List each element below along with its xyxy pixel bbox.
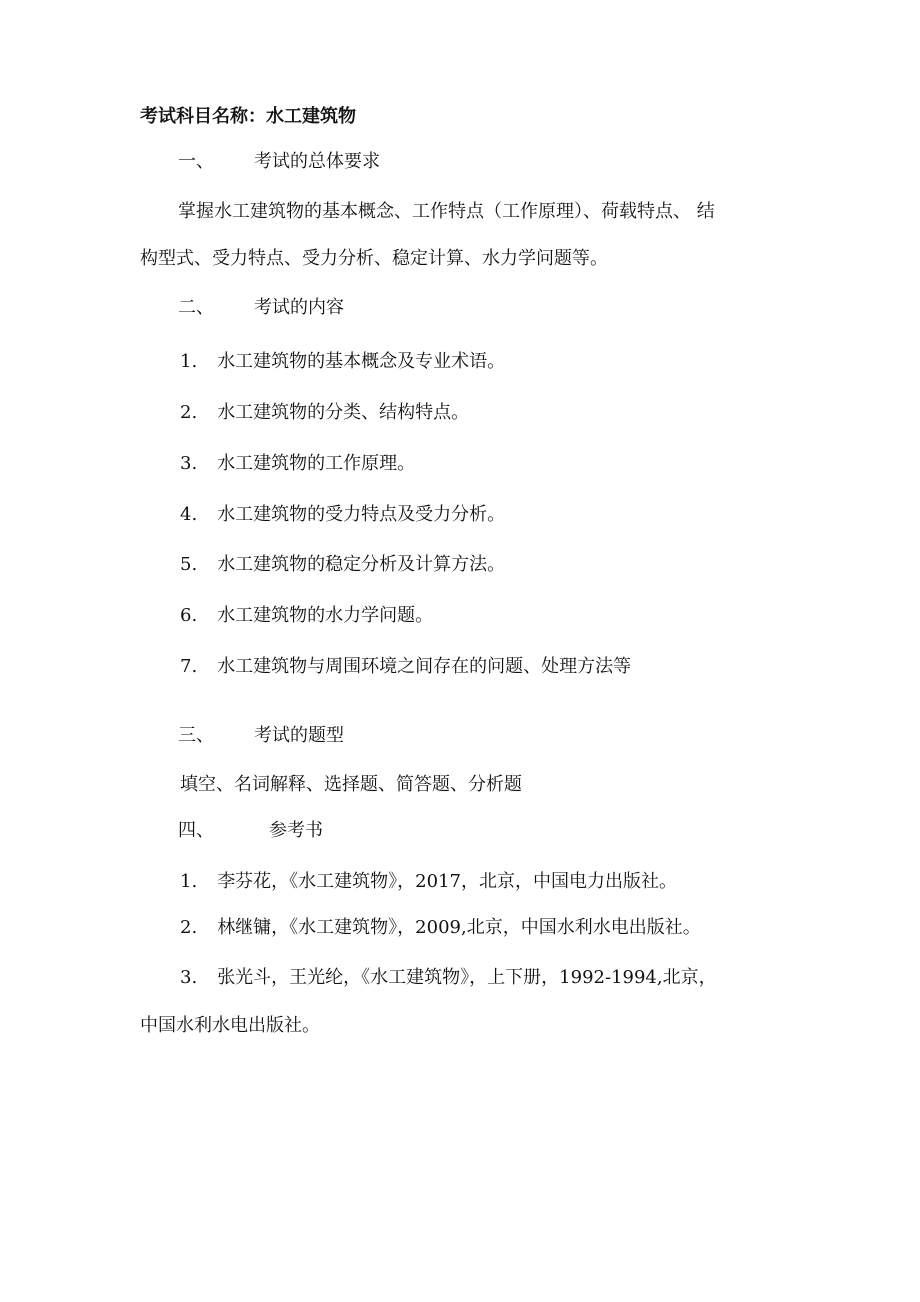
paragraph-line: 掌握水工建筑物的基本概念、工作特点（工作原理）、荷载特点、 结 xyxy=(178,201,715,222)
list-item xyxy=(180,655,631,679)
document-title: 考试科目名称：水工建筑物 xyxy=(140,106,356,127)
list-item xyxy=(180,401,469,425)
list-item xyxy=(180,503,505,527)
list-item-text: 水工建筑物的受力特点及受力分析。 xyxy=(217,504,506,525)
list-item-text: 水工建筑物的工作原理。 xyxy=(217,453,416,474)
section-heading-text: 考试的总体要求 xyxy=(254,151,380,172)
paragraph-line: 构型式、受力特点、受力分析、稳定计算、水力学问题等。 xyxy=(140,248,608,269)
section-number: 三、 xyxy=(178,725,214,746)
section-heading-text: 考试的题型 xyxy=(254,725,344,746)
section-heading-4 xyxy=(178,819,323,843)
list-item-text: 水工建筑物与周围环境之间存在的问题、处理方法等 xyxy=(217,656,632,677)
list-item-number: 4. xyxy=(180,504,198,525)
list-item xyxy=(180,604,433,628)
reference-item xyxy=(180,870,677,894)
list-item-number: 3. xyxy=(180,967,198,988)
list-item-text: 李芬花，《水工建筑物》，2017，北京，中国电力出版社。 xyxy=(217,871,677,892)
list-item-text: 水工建筑物的分类、结构特点。 xyxy=(217,402,470,423)
list-item-text: 张光斗，王光纶，《水工建筑物》，上下册，1992-1994,北京， xyxy=(217,967,717,988)
reference-item xyxy=(180,966,717,990)
list-item-number: 6. xyxy=(180,605,198,626)
section-heading-2 xyxy=(178,296,344,320)
list-item-number: 2. xyxy=(180,917,198,938)
list-item-number: 5. xyxy=(180,554,198,575)
section-heading-text: 参考书 xyxy=(269,820,323,841)
list-item-text: 水工建筑物的稳定分析及计算方法。 xyxy=(217,554,506,575)
reference-item-continuation: 中国水利水电出版社。 xyxy=(140,1015,320,1036)
section-number: 二、 xyxy=(178,297,214,318)
list-item xyxy=(180,452,415,476)
section-heading-3 xyxy=(178,724,344,748)
reference-item xyxy=(180,916,701,940)
list-item-number: 1. xyxy=(180,871,198,892)
list-item-number: 3. xyxy=(180,453,198,474)
section-heading-1 xyxy=(178,150,380,174)
section-number: 一、 xyxy=(178,151,214,172)
list-item-text: 水工建筑物的水力学问题。 xyxy=(217,605,434,626)
section-heading-text: 考试的内容 xyxy=(254,297,344,318)
list-item-number: 7. xyxy=(180,656,198,677)
list-item-text: 水工建筑物的基本概念及专业术语。 xyxy=(217,351,506,372)
list-item-text: 林继镛，《水工建筑物》，2009,北京，中国水利水电出版社。 xyxy=(217,917,701,938)
list-item xyxy=(180,553,505,577)
section-number: 四、 xyxy=(178,820,214,841)
list-item-number: 1. xyxy=(180,351,198,372)
paragraph-line: 填空、名词解释、选择题、简答题、分析题 xyxy=(180,774,522,795)
list-item-number: 2. xyxy=(180,402,198,423)
list-item xyxy=(180,350,505,374)
